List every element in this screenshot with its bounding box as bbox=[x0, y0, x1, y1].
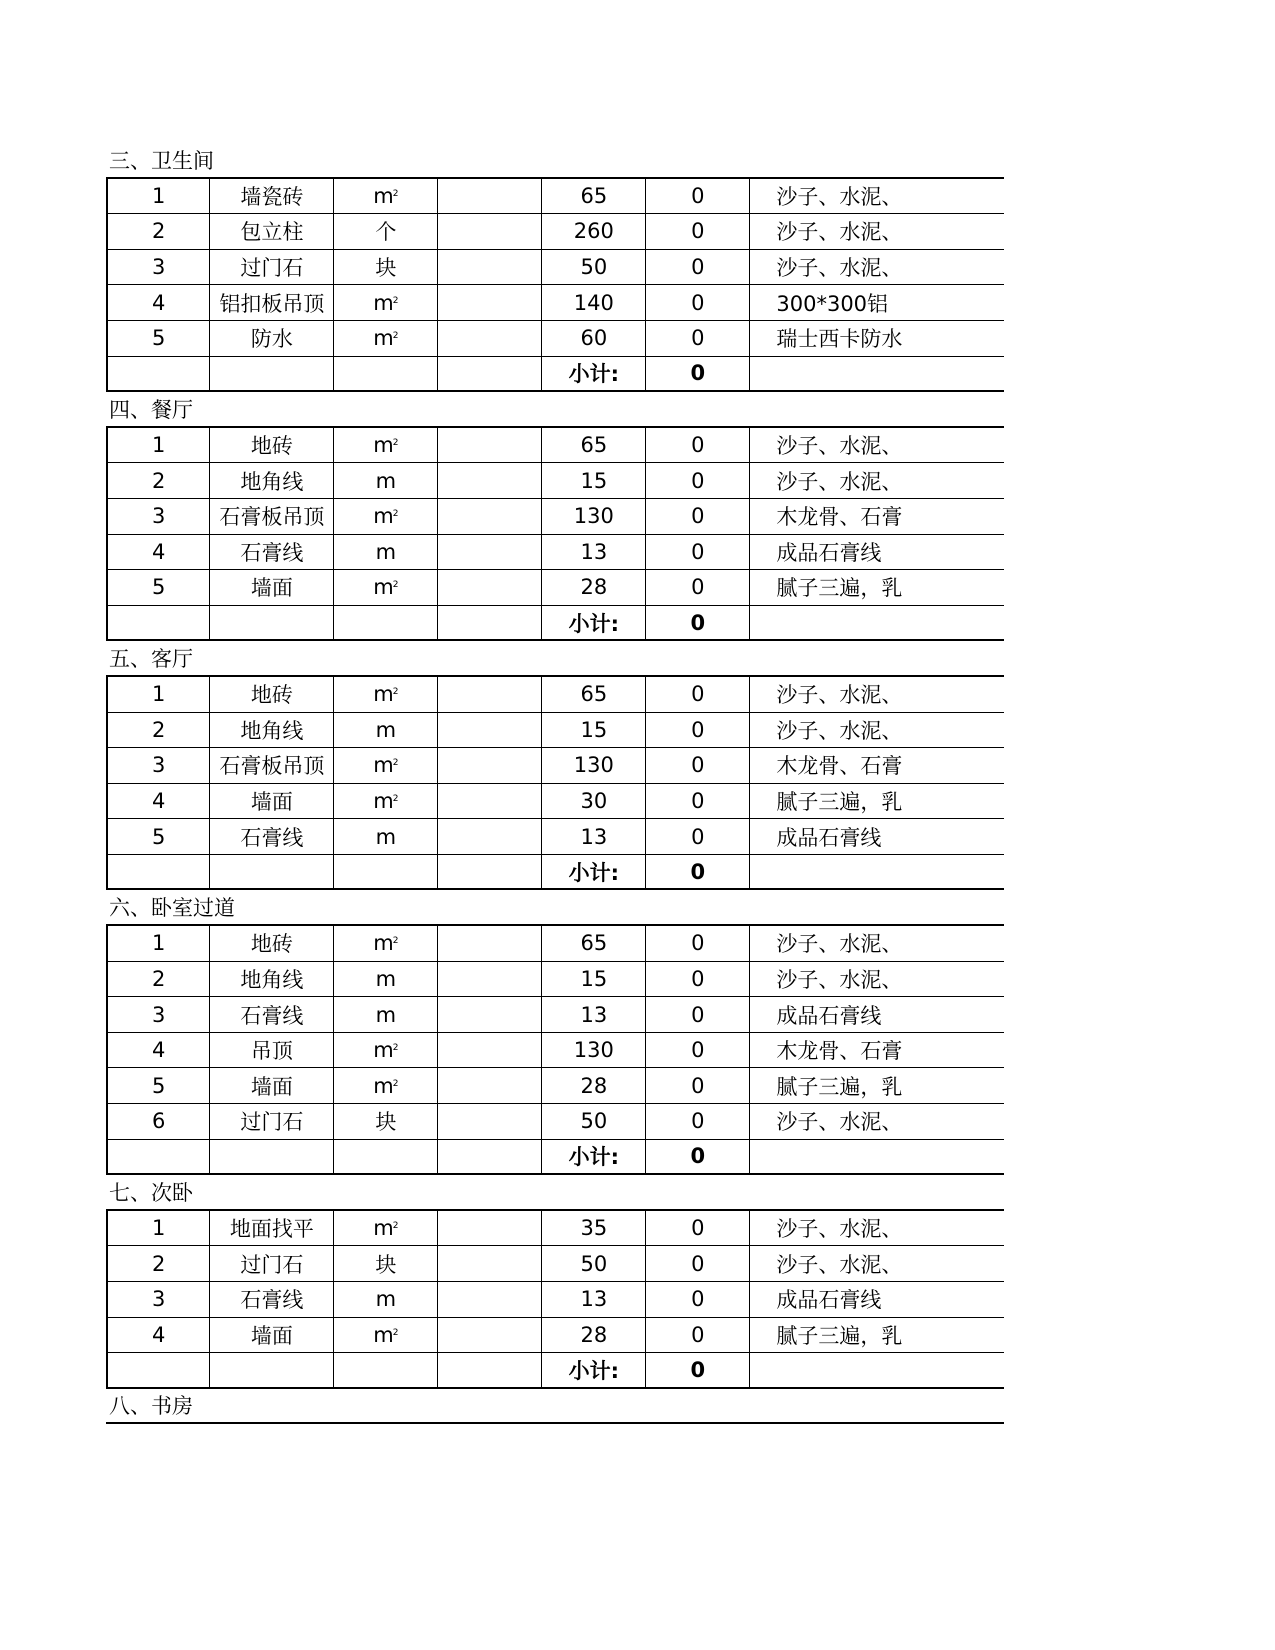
unit-cell[interactable]: 块 bbox=[334, 250, 438, 286]
notes-cell[interactable]: 腻子三遍，乳 bbox=[750, 570, 1004, 606]
unit-cell[interactable]: m bbox=[334, 535, 438, 571]
table-row bbox=[106, 499, 1004, 535]
subtotal-value[interactable]: 0 bbox=[646, 855, 750, 891]
item-name-cell[interactable]: 吊顶 bbox=[210, 1033, 334, 1069]
item-number-cell[interactable]: 5 bbox=[106, 1068, 210, 1104]
amount-cell[interactable]: 0 bbox=[646, 748, 750, 784]
empty-cell[interactable] bbox=[438, 606, 542, 642]
unit-cell[interactable]: m bbox=[334, 1282, 438, 1318]
item-name-cell[interactable]: 过门石 bbox=[210, 250, 334, 286]
table-row bbox=[106, 784, 1004, 820]
amount-cell[interactable]: 0 bbox=[646, 428, 750, 464]
empty-cell[interactable] bbox=[106, 855, 210, 891]
item-name-cell[interactable]: 防水 bbox=[210, 321, 334, 357]
notes-cell[interactable]: 瑞士西卡防水 bbox=[750, 321, 1004, 357]
item-number-cell[interactable]: 2 bbox=[106, 1246, 210, 1282]
quantity-cell[interactable]: 50 bbox=[542, 1104, 646, 1140]
subtotal-label[interactable]: 小计: bbox=[542, 357, 646, 393]
table-row bbox=[106, 1033, 1004, 1069]
table-row bbox=[106, 1104, 1004, 1140]
empty-cell[interactable] bbox=[750, 855, 1004, 891]
empty-cell[interactable] bbox=[438, 1353, 542, 1389]
quantity-cell[interactable]: 130 bbox=[542, 748, 646, 784]
quantity-cell[interactable]: 35 bbox=[542, 1211, 646, 1247]
item-name-cell[interactable]: 石膏板吊顶 bbox=[210, 748, 334, 784]
notes-cell[interactable]: 沙子、水泥、 bbox=[750, 250, 1004, 286]
unit-cell[interactable]: m $^2$ bbox=[334, 1033, 438, 1069]
subtotal-row bbox=[106, 606, 1004, 642]
notes-cell[interactable]: 沙子、水泥、 bbox=[750, 713, 1004, 749]
amount-cell[interactable]: 0 bbox=[646, 463, 750, 499]
empty-cell[interactable] bbox=[438, 855, 542, 891]
unit-price-cell[interactable] bbox=[438, 179, 542, 215]
empty-cell[interactable] bbox=[334, 855, 438, 891]
item-name-cell[interactable]: 墙面 bbox=[210, 570, 334, 606]
empty-cell[interactable] bbox=[750, 1140, 1004, 1176]
subtotal-value[interactable]: 0 bbox=[646, 606, 750, 642]
subtotal-row bbox=[106, 1353, 1004, 1389]
section-title: 四、餐厅 bbox=[106, 392, 1004, 428]
subtotal-row bbox=[106, 357, 1004, 393]
unit-price-cell[interactable] bbox=[438, 463, 542, 499]
empty-cell[interactable] bbox=[750, 1353, 1004, 1389]
section-title: 六、卧室过道 bbox=[106, 890, 1004, 926]
section-title: 八、书房 bbox=[106, 1389, 1004, 1425]
table-row bbox=[106, 428, 1004, 464]
unit-cell[interactable]: m bbox=[334, 463, 438, 499]
amount-cell[interactable]: 0 bbox=[646, 179, 750, 215]
item-name-cell[interactable]: 地角线 bbox=[210, 463, 334, 499]
amount-cell[interactable]: 0 bbox=[646, 535, 750, 571]
item-number-cell[interactable]: 4 bbox=[106, 1318, 210, 1354]
item-number-cell[interactable]: 3 bbox=[106, 997, 210, 1033]
quantity-cell[interactable]: 50 bbox=[542, 250, 646, 286]
table-row bbox=[106, 997, 1004, 1033]
table-row bbox=[106, 250, 1004, 286]
unit-cell[interactable]: m $^2$ bbox=[334, 677, 438, 713]
quantity-cell[interactable]: 260 bbox=[542, 214, 646, 250]
empty-cell[interactable] bbox=[106, 1353, 210, 1389]
item-number-cell[interactable]: 2 bbox=[106, 463, 210, 499]
unit-cell[interactable]: m $^2$ bbox=[334, 499, 438, 535]
unit-price-cell[interactable] bbox=[438, 570, 542, 606]
unit-price-cell[interactable] bbox=[438, 285, 542, 321]
item-name-cell[interactable]: 地砖 bbox=[210, 926, 334, 962]
amount-cell[interactable]: 0 bbox=[646, 1211, 750, 1247]
amount-cell[interactable]: 0 bbox=[646, 499, 750, 535]
empty-cell[interactable] bbox=[106, 357, 210, 393]
unit-cell[interactable]: m $^2$ bbox=[334, 1068, 438, 1104]
quantity-cell[interactable]: 65 bbox=[542, 677, 646, 713]
notes-cell[interactable]: 腻子三遍，乳 bbox=[750, 1068, 1004, 1104]
item-number-cell[interactable]: 4 bbox=[106, 285, 210, 321]
amount-cell[interactable]: 0 bbox=[646, 1318, 750, 1354]
notes-cell[interactable]: 沙子、水泥、 bbox=[750, 962, 1004, 998]
item-name-cell[interactable]: 地面找平 bbox=[210, 1211, 334, 1247]
table-row bbox=[106, 535, 1004, 571]
unit-cell[interactable]: m bbox=[334, 997, 438, 1033]
item-number-cell[interactable]: 3 bbox=[106, 748, 210, 784]
unit-cell[interactable]: 个 bbox=[334, 214, 438, 250]
unit-price-cell[interactable] bbox=[438, 748, 542, 784]
item-number-cell[interactable]: 2 bbox=[106, 713, 210, 749]
notes-cell[interactable]: 腻子三遍，乳 bbox=[750, 784, 1004, 820]
notes-cell[interactable]: 成品石膏线 bbox=[750, 535, 1004, 571]
table-row bbox=[106, 713, 1004, 749]
table-row bbox=[106, 748, 1004, 784]
item-name-cell[interactable]: 地砖 bbox=[210, 428, 334, 464]
empty-cell[interactable] bbox=[334, 1353, 438, 1389]
quantity-cell[interactable]: 130 bbox=[542, 499, 646, 535]
unit-cell[interactable]: m $^2$ bbox=[334, 321, 438, 357]
unit-price-cell[interactable] bbox=[438, 962, 542, 998]
item-number-cell[interactable]: 1 bbox=[106, 677, 210, 713]
empty-cell[interactable] bbox=[334, 1140, 438, 1176]
table-row bbox=[106, 819, 1004, 855]
unit-price-cell[interactable] bbox=[438, 1104, 542, 1140]
item-number-cell[interactable]: 3 bbox=[106, 1282, 210, 1318]
notes-cell[interactable]: 沙子、水泥、 bbox=[750, 1211, 1004, 1247]
amount-cell[interactable]: 0 bbox=[646, 1282, 750, 1318]
notes-cell[interactable]: 成品石膏线 bbox=[750, 997, 1004, 1033]
amount-cell[interactable]: 0 bbox=[646, 570, 750, 606]
quantity-cell[interactable]: 30 bbox=[542, 784, 646, 820]
subtotal-value[interactable]: 0 bbox=[646, 1353, 750, 1389]
section-title: 五、客厅 bbox=[106, 641, 1004, 677]
subtotal-label[interactable]: 小计: bbox=[542, 606, 646, 642]
item-number-cell[interactable]: 3 bbox=[106, 250, 210, 286]
quantity-cell[interactable]: 28 bbox=[542, 1318, 646, 1354]
unit-cell[interactable]: m $^2$ bbox=[334, 748, 438, 784]
empty-cell[interactable] bbox=[438, 357, 542, 393]
notes-cell[interactable]: 沙子、水泥、 bbox=[750, 463, 1004, 499]
table-row bbox=[106, 1211, 1004, 1247]
quantity-cell[interactable]: 50 bbox=[542, 1246, 646, 1282]
notes-cell[interactable]: 成品石膏线 bbox=[750, 1282, 1004, 1318]
quantity-cell[interactable]: 13 bbox=[542, 819, 646, 855]
item-number-cell[interactable]: 2 bbox=[106, 214, 210, 250]
unit-price-cell[interactable] bbox=[438, 250, 542, 286]
table-row bbox=[106, 926, 1004, 962]
item-number-cell[interactable]: 1 bbox=[106, 179, 210, 215]
unit-price-cell[interactable] bbox=[438, 784, 542, 820]
empty-cell[interactable] bbox=[334, 357, 438, 393]
unit-price-cell[interactable] bbox=[438, 1068, 542, 1104]
quantity-cell[interactable]: 15 bbox=[542, 962, 646, 998]
item-name-cell[interactable]: 地角线 bbox=[210, 713, 334, 749]
notes-cell[interactable]: 沙子、水泥、 bbox=[750, 179, 1004, 215]
unit-price-cell[interactable] bbox=[438, 1246, 542, 1282]
quantity-cell[interactable]: 140 bbox=[542, 285, 646, 321]
unit-price-cell[interactable] bbox=[438, 1318, 542, 1354]
item-name-cell[interactable]: 墙面 bbox=[210, 1318, 334, 1354]
amount-cell[interactable]: 0 bbox=[646, 1033, 750, 1069]
subtotal-label[interactable]: 小计: bbox=[542, 855, 646, 891]
amount-cell[interactable]: 0 bbox=[646, 1246, 750, 1282]
item-number-cell[interactable]: 5 bbox=[106, 321, 210, 357]
empty-cell[interactable] bbox=[210, 357, 334, 393]
table-row bbox=[106, 1068, 1004, 1104]
item-name-cell[interactable]: 墙面 bbox=[210, 784, 334, 820]
amount-cell[interactable]: 0 bbox=[646, 997, 750, 1033]
unit-price-cell[interactable] bbox=[438, 819, 542, 855]
item-name-cell[interactable]: 过门石 bbox=[210, 1104, 334, 1140]
quantity-cell[interactable]: 130 bbox=[542, 1033, 646, 1069]
empty-cell[interactable] bbox=[438, 1140, 542, 1176]
unit-price-cell[interactable] bbox=[438, 428, 542, 464]
item-number-cell[interactable]: 4 bbox=[106, 784, 210, 820]
unit-price-cell[interactable] bbox=[438, 499, 542, 535]
item-name-cell[interactable]: 墙面 bbox=[210, 1068, 334, 1104]
table-row bbox=[106, 1318, 1004, 1354]
table-row bbox=[106, 1282, 1004, 1318]
table-row bbox=[106, 321, 1004, 357]
empty-cell[interactable] bbox=[106, 1140, 210, 1176]
item-name-cell[interactable]: 墙瓷砖 bbox=[210, 179, 334, 215]
notes-cell[interactable]: 沙子、水泥、 bbox=[750, 1104, 1004, 1140]
unit-cell[interactable]: 块 bbox=[334, 1104, 438, 1140]
notes-cell[interactable]: 木龙骨、石膏 bbox=[750, 499, 1004, 535]
table-row bbox=[106, 962, 1004, 998]
notes-cell[interactable]: 腻子三遍，乳 bbox=[750, 1318, 1004, 1354]
item-name-cell[interactable]: 地角线 bbox=[210, 962, 334, 998]
amount-cell[interactable]: 0 bbox=[646, 784, 750, 820]
amount-cell[interactable]: 0 bbox=[646, 321, 750, 357]
amount-cell[interactable]: 0 bbox=[646, 285, 750, 321]
amount-cell[interactable]: 0 bbox=[646, 1068, 750, 1104]
notes-cell[interactable]: 沙子、水泥、 bbox=[750, 428, 1004, 464]
amount-cell[interactable]: 0 bbox=[646, 677, 750, 713]
unit-cell[interactable]: 块 bbox=[334, 1246, 438, 1282]
amount-cell[interactable]: 0 bbox=[646, 926, 750, 962]
item-name-cell[interactable]: 石膏线 bbox=[210, 1282, 334, 1318]
item-name-cell[interactable]: 石膏板吊顶 bbox=[210, 499, 334, 535]
notes-cell[interactable]: 成品石膏线 bbox=[750, 819, 1004, 855]
quantity-cell[interactable]: 28 bbox=[542, 1068, 646, 1104]
quantity-cell[interactable]: 65 bbox=[542, 179, 646, 215]
quantity-cell[interactable]: 13 bbox=[542, 997, 646, 1033]
quantity-cell[interactable]: 65 bbox=[542, 428, 646, 464]
item-number-cell[interactable]: 3 bbox=[106, 499, 210, 535]
table-row bbox=[106, 285, 1004, 321]
section-title: 三、卫生间 bbox=[106, 143, 1004, 179]
unit-price-cell[interactable] bbox=[438, 214, 542, 250]
empty-cell[interactable] bbox=[210, 1140, 334, 1176]
table-row bbox=[106, 1246, 1004, 1282]
item-number-cell[interactable]: 1 bbox=[106, 1211, 210, 1247]
unit-cell[interactable]: m $^2$ bbox=[334, 1318, 438, 1354]
item-number-cell[interactable]: 4 bbox=[106, 1033, 210, 1069]
unit-cell[interactable]: m bbox=[334, 819, 438, 855]
item-number-cell[interactable]: 5 bbox=[106, 570, 210, 606]
unit-cell[interactable]: m $^2$ bbox=[334, 179, 438, 215]
item-name-cell[interactable]: 过门石 bbox=[210, 1246, 334, 1282]
budget-sheet bbox=[106, 143, 1004, 1424]
item-name-cell[interactable]: 地砖 bbox=[210, 677, 334, 713]
unit-cell[interactable]: m $^2$ bbox=[334, 1211, 438, 1247]
amount-cell[interactable]: 0 bbox=[646, 962, 750, 998]
unit-price-cell[interactable] bbox=[438, 1211, 542, 1247]
unit-price-cell[interactable] bbox=[438, 1033, 542, 1069]
unit-price-cell[interactable] bbox=[438, 1282, 542, 1318]
unit-price-cell[interactable] bbox=[438, 535, 542, 571]
unit-price-cell[interactable] bbox=[438, 321, 542, 357]
subtotal-value[interactable]: 0 bbox=[646, 357, 750, 393]
unit-price-cell[interactable] bbox=[438, 677, 542, 713]
subtotal-row bbox=[106, 855, 1004, 891]
item-name-cell[interactable]: 铝扣板吊顶 bbox=[210, 285, 334, 321]
amount-cell[interactable]: 0 bbox=[646, 214, 750, 250]
table-row bbox=[106, 179, 1004, 215]
quantity-cell[interactable]: 28 bbox=[542, 570, 646, 606]
notes-cell[interactable]: 沙子、水泥、 bbox=[750, 1246, 1004, 1282]
empty-cell[interactable] bbox=[334, 606, 438, 642]
item-number-cell[interactable]: 1 bbox=[106, 428, 210, 464]
amount-cell[interactable]: 0 bbox=[646, 713, 750, 749]
empty-cell[interactable] bbox=[210, 1353, 334, 1389]
notes-cell[interactable]: 木龙骨、石膏 bbox=[750, 748, 1004, 784]
subtotal-label[interactable]: 小计: bbox=[542, 1140, 646, 1176]
item-name-cell[interactable]: 包立柱 bbox=[210, 214, 334, 250]
table-row bbox=[106, 463, 1004, 499]
item-number-cell[interactable]: 5 bbox=[106, 819, 210, 855]
quantity-cell[interactable]: 65 bbox=[542, 926, 646, 962]
quantity-cell[interactable]: 15 bbox=[542, 463, 646, 499]
unit-price-cell[interactable] bbox=[438, 713, 542, 749]
subtotal-label[interactable]: 小计: bbox=[542, 1353, 646, 1389]
unit-price-cell[interactable] bbox=[438, 926, 542, 962]
item-number-cell[interactable]: 2 bbox=[106, 962, 210, 998]
amount-cell[interactable]: 0 bbox=[646, 819, 750, 855]
unit-price-cell[interactable] bbox=[438, 997, 542, 1033]
unit-cell[interactable]: m $^2$ bbox=[334, 570, 438, 606]
subtotal-row bbox=[106, 1140, 1004, 1176]
amount-cell[interactable]: 0 bbox=[646, 250, 750, 286]
empty-cell[interactable] bbox=[750, 357, 1004, 393]
quantity-cell[interactable]: 13 bbox=[542, 1282, 646, 1318]
unit-cell[interactable]: m $^2$ bbox=[334, 784, 438, 820]
unit-cell[interactable]: m $^2$ bbox=[334, 428, 438, 464]
unit-cell[interactable]: m bbox=[334, 713, 438, 749]
amount-cell[interactable]: 0 bbox=[646, 1104, 750, 1140]
notes-cell[interactable]: 沙子、水泥、 bbox=[750, 214, 1004, 250]
notes-cell[interactable]: 沙子、水泥、 bbox=[750, 926, 1004, 962]
quantity-cell[interactable]: 60 bbox=[542, 321, 646, 357]
item-number-cell[interactable]: 4 bbox=[106, 535, 210, 571]
quantity-cell[interactable]: 15 bbox=[542, 713, 646, 749]
item-name-cell[interactable]: 石膏线 bbox=[210, 997, 334, 1033]
empty-cell[interactable] bbox=[106, 606, 210, 642]
table-row bbox=[106, 214, 1004, 250]
unit-cell[interactable]: m $^2$ bbox=[334, 285, 438, 321]
item-name-cell[interactable]: 石膏线 bbox=[210, 819, 334, 855]
empty-cell[interactable] bbox=[750, 606, 1004, 642]
empty-cell[interactable] bbox=[210, 606, 334, 642]
table-row bbox=[106, 677, 1004, 713]
notes-cell[interactable]: 沙子、水泥、 bbox=[750, 677, 1004, 713]
item-number-cell[interactable]: 1 bbox=[106, 926, 210, 962]
item-name-cell[interactable]: 石膏线 bbox=[210, 535, 334, 571]
unit-cell[interactable]: m $^2$ bbox=[334, 926, 438, 962]
quantity-cell[interactable]: 13 bbox=[542, 535, 646, 571]
empty-cell[interactable] bbox=[210, 855, 334, 891]
table-row bbox=[106, 570, 1004, 606]
section-title: 七、次卧 bbox=[106, 1175, 1004, 1211]
notes-cell[interactable]: 木龙骨、石膏 bbox=[750, 1033, 1004, 1069]
subtotal-value[interactable]: 0 bbox=[646, 1140, 750, 1176]
item-number-cell[interactable]: 6 bbox=[106, 1104, 210, 1140]
notes-cell[interactable]: 300*300铝 bbox=[750, 285, 1004, 321]
unit-cell[interactable]: m bbox=[334, 962, 438, 998]
